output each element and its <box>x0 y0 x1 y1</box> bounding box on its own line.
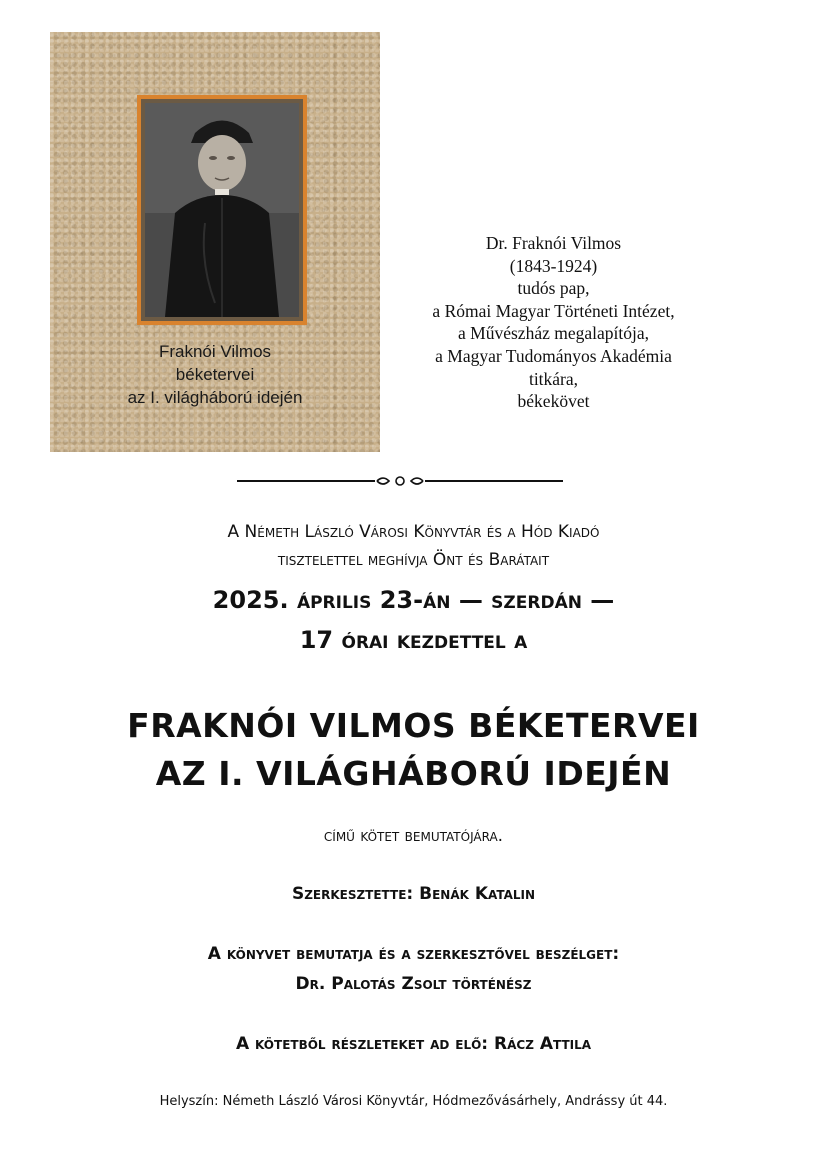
bio-line: a Római Magyar Történeti Intézet, <box>432 300 675 321</box>
event-time: 17 órai kezdettel a <box>299 626 528 654</box>
venue-text: Helyszín: Németh László Városi Könyvtár, Hódmezővásárhely, Andrássy út 44. <box>159 1094 668 1109</box>
bio-line: a Művészház megalapítója, <box>458 323 649 344</box>
event-title-line-2: AZ I. VILÁGHÁBORÚ IDEJÉN <box>155 754 672 793</box>
invite-text: tisztelettel meghívja Önt és Barátait <box>277 550 550 570</box>
event-title-line-1: FRAKNÓI VILMOS BÉKETERVEI <box>127 706 700 745</box>
portrait-frame <box>137 95 307 325</box>
bio-line: (1843-1924) <box>509 255 598 276</box>
bio-line: tudós pap, <box>517 278 590 299</box>
bio-block <box>380 232 727 413</box>
bio-line: a Magyar Tudományos Akadémia <box>435 345 672 366</box>
presenter-text-line-2: Dr. Palotás Zsolt történész <box>295 974 532 994</box>
cover-title-line: az I. világháború idején <box>127 388 303 407</box>
bio-line: Dr. Fraknói Vilmos <box>485 233 622 253</box>
cover-title <box>50 340 380 409</box>
presenter-text-line-1: A könyvet bemutatja és a szerkesztővel beszélget: <box>207 944 620 964</box>
reader-text: A kötetből részleteket ad elő: Rácz Attila <box>235 1034 592 1054</box>
portrait-photo <box>145 103 299 317</box>
organizers-text: A Németh László Városi Könyvtár és a Hód Kiadó <box>227 522 600 542</box>
event-subtitle: című kötet bemutatójára. <box>323 826 504 846</box>
divider-ornament <box>237 474 563 488</box>
editor-text: Szerkesztette: Benák Katalin <box>291 884 536 904</box>
book-cover-image <box>50 32 380 452</box>
bio-line: békekövet <box>517 391 590 412</box>
cover-title-line: béketervei <box>175 365 255 384</box>
event-date: 2025. április 23-án — szerdán — <box>212 586 615 614</box>
cover-title-line: Fraknói Vilmos <box>158 342 272 361</box>
bio-line: titkára, <box>528 368 579 389</box>
